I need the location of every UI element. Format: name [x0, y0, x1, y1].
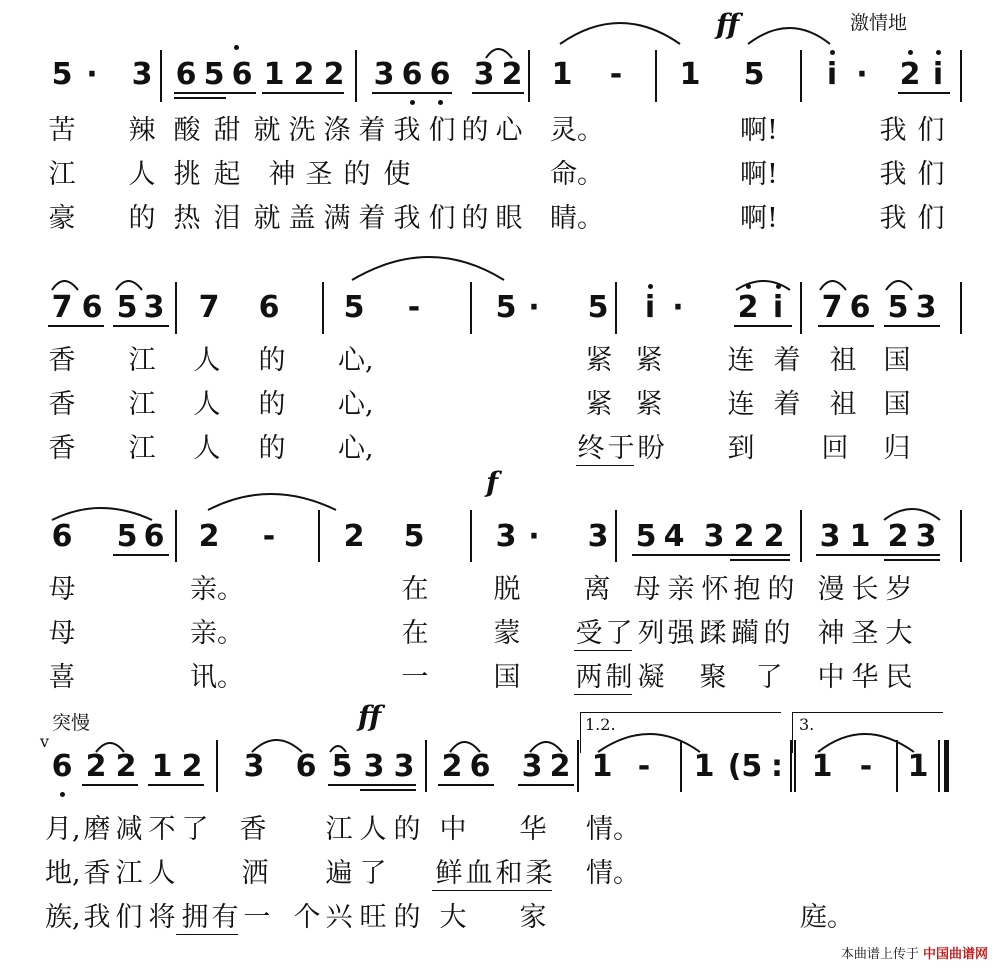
- lyric-char: 着: [773, 345, 801, 376]
- note: 6: [401, 57, 423, 92]
- lyric-char: 了: [181, 814, 209, 845]
- note: -: [262, 519, 276, 554]
- note: -: [637, 749, 651, 784]
- lyric-char: 挑: [173, 159, 201, 190]
- lyric-char: 们: [917, 203, 945, 234]
- note: 2: [343, 519, 365, 554]
- lyric-char: 的: [461, 203, 489, 234]
- note: 5: [495, 290, 517, 325]
- footer-text: 本曲谱上传于: [840, 947, 919, 962]
- lyric-char: 的: [763, 618, 791, 649]
- note: 2: [887, 519, 909, 554]
- lyric-char: 香: [48, 433, 76, 464]
- note: 3: [363, 749, 385, 784]
- note: i: [644, 290, 656, 325]
- note: 6: [849, 290, 871, 325]
- lyric-char: 祖: [829, 345, 857, 376]
- note: 2: [549, 749, 571, 784]
- lyric-char: 讯。: [190, 662, 244, 693]
- lyric-char: 不: [148, 814, 176, 845]
- lyric-char: 凝: [637, 662, 665, 693]
- note: 6: [81, 290, 103, 325]
- repeat-sign: :: [771, 749, 783, 784]
- lyric-char: 心: [495, 115, 523, 146]
- lyric-char: 列: [637, 618, 665, 649]
- lyric-char: 满: [323, 203, 351, 234]
- slur: [52, 508, 152, 520]
- lyric-char: 心,: [338, 433, 374, 464]
- lyric-char: 人: [359, 814, 387, 845]
- note: 6: [258, 290, 280, 325]
- lyric-char: 国: [883, 389, 911, 420]
- note: 3: [819, 519, 841, 554]
- note: 5: [635, 519, 657, 554]
- lyric-char: 泪: [213, 203, 241, 234]
- lyric-char: 紧: [585, 345, 613, 376]
- site-logo: 中国曲谱网: [922, 947, 988, 962]
- note: 2: [441, 749, 463, 784]
- lyric-char: 着: [773, 389, 801, 420]
- lyric-char: 了: [755, 662, 783, 693]
- lyric-char: 聚: [699, 662, 727, 693]
- note: 2: [323, 57, 345, 92]
- lyric-char: 人: [128, 159, 156, 190]
- slur: [886, 281, 912, 290]
- note: 6: [429, 57, 451, 92]
- note: 1: [849, 519, 871, 554]
- note: 5: [51, 57, 73, 92]
- lyric-char: 在: [401, 574, 429, 605]
- slur: [818, 734, 914, 752]
- note: 2: [737, 290, 759, 325]
- note: 2: [198, 519, 220, 554]
- note: 7: [198, 290, 220, 325]
- lyric-char: 起: [213, 159, 241, 190]
- note: 5: [116, 519, 138, 554]
- dynamic-f: f: [486, 466, 499, 499]
- lyric-char: 的: [393, 902, 421, 933]
- note: 1: [907, 749, 929, 784]
- note: 1: [679, 57, 701, 92]
- tempo-marking: 突慢: [52, 712, 91, 734]
- note: 5: [343, 290, 365, 325]
- lyric-char: 神: [817, 618, 845, 649]
- lyric-char: 的: [461, 115, 489, 146]
- lyric-char: 在: [401, 618, 429, 649]
- lyric-char: 江: [325, 814, 353, 845]
- lyric-char: 岁: [885, 574, 913, 605]
- slur: [884, 509, 940, 520]
- note: 3: [587, 519, 609, 554]
- lyric-char: 离: [583, 574, 611, 605]
- lyric-char: 祖: [829, 389, 857, 420]
- lyric-char: 盖: [288, 203, 316, 234]
- note: 5: [116, 290, 138, 325]
- note: 3: [915, 290, 937, 325]
- lyric-char: 心,: [338, 345, 374, 376]
- lyric-char: 大: [885, 618, 913, 649]
- note: 3: [131, 57, 153, 92]
- lyric-char: 的: [258, 345, 286, 376]
- slur: [208, 494, 336, 510]
- note: 1: [263, 57, 285, 92]
- lyric-char: 人: [193, 345, 221, 376]
- slur: [52, 281, 78, 290]
- tempo-marking: 激情地: [850, 12, 908, 34]
- lyric-char: 母: [48, 618, 76, 649]
- lyric-char: 长: [851, 574, 879, 605]
- lyric-char: 啊!: [740, 203, 778, 234]
- lyric-char: 母: [633, 574, 661, 605]
- lyric-char: 躏: [731, 618, 759, 649]
- lyric-char: 我: [879, 159, 907, 190]
- note: 2: [733, 519, 755, 554]
- note: i: [932, 57, 944, 92]
- slur: [116, 281, 142, 290]
- lyric-char: 抱: [733, 574, 761, 605]
- lyric-char: 着: [358, 115, 386, 146]
- note: ·: [856, 57, 868, 92]
- lyric-char: 鲜: [435, 858, 463, 889]
- lyric-char: 强: [667, 618, 695, 649]
- lyric-char: 和: [495, 858, 523, 889]
- lyric-char: 我: [879, 203, 907, 234]
- lyric-char: 人: [193, 389, 221, 420]
- lyric-char: 江: [115, 858, 143, 889]
- note: 7: [821, 290, 843, 325]
- note: 2: [899, 57, 921, 92]
- lyric-char: 紧: [635, 345, 663, 376]
- lyric-char: 使: [383, 159, 411, 190]
- lyric-char: 神: [268, 159, 296, 190]
- lyric-char: 酸: [173, 115, 201, 146]
- lyric-char: 家: [519, 902, 547, 933]
- lyric-char: 人: [193, 433, 221, 464]
- lyric-char: 的: [258, 389, 286, 420]
- note: 2: [763, 519, 785, 554]
- lyric-char: 的: [128, 203, 156, 234]
- lyric-char: 遍: [325, 858, 353, 889]
- dynamic-ff: ff: [358, 700, 382, 733]
- lyric-char: 情。: [586, 814, 640, 845]
- note: 3: [521, 749, 543, 784]
- lyric-char: 就: [253, 203, 281, 234]
- note: 3: [393, 749, 415, 784]
- slur: [352, 257, 504, 280]
- lyric-char: 人: [148, 858, 176, 889]
- lyric-char: 洗: [288, 115, 316, 146]
- slur: [820, 281, 846, 290]
- lyric-char: 甜: [213, 115, 241, 146]
- lyric-char: 江: [48, 159, 76, 190]
- lyric-char: 们: [917, 159, 945, 190]
- lyric-char: 盼: [637, 433, 665, 464]
- lyric-char: 我: [393, 115, 421, 146]
- note: 2: [181, 749, 203, 784]
- lyric-char: 的: [767, 574, 795, 605]
- lyric-char: 香: [48, 345, 76, 376]
- lyric-char: 豪: [48, 203, 76, 234]
- note: i: [772, 290, 784, 325]
- lyric-char: 圣: [851, 618, 879, 649]
- lyric-char: 香: [239, 814, 267, 845]
- lyric-char: 一: [243, 902, 271, 933]
- lyric-char: 的: [393, 814, 421, 845]
- lyric-char: 将: [148, 902, 176, 933]
- note: ·: [672, 290, 684, 325]
- slur: [450, 742, 480, 752]
- slur: [330, 746, 346, 752]
- lyric-char: 眼: [495, 203, 523, 234]
- slur: [252, 740, 302, 752]
- lyric-char: 连: [727, 345, 755, 376]
- lyric-char: 脱: [493, 574, 521, 605]
- lyric-char: 洒: [241, 858, 269, 889]
- lyric-char: 灵。: [550, 115, 604, 146]
- volta-label: 1.2.: [585, 715, 616, 734]
- slur: [598, 734, 700, 752]
- slur: [560, 23, 680, 44]
- note: 2: [501, 57, 523, 92]
- lyric-char: 亲。: [190, 618, 244, 649]
- note: 6: [51, 519, 73, 554]
- dynamic-ff: ff: [716, 8, 740, 41]
- lyric-char: 江: [128, 389, 156, 420]
- note: (5: [727, 749, 763, 784]
- lyric-char: 怀: [701, 574, 729, 605]
- lyric-char: 香: [48, 389, 76, 420]
- footer-watermark: [841, 943, 988, 962]
- lyric-char: 们: [428, 203, 456, 234]
- lyric-char: 减: [115, 814, 143, 845]
- note: i: [826, 57, 838, 92]
- note: 1: [151, 749, 173, 784]
- lyric-char: 华: [519, 814, 547, 845]
- lyric-char: 喜: [48, 662, 76, 693]
- note: -: [859, 749, 873, 784]
- lyric-char: 柔: [525, 858, 553, 889]
- accent-mark: v: [40, 732, 50, 751]
- slur: [486, 49, 512, 58]
- note: 5: [587, 290, 609, 325]
- lyric-char: 着: [358, 203, 386, 234]
- lyric-char: 国: [883, 345, 911, 376]
- note: 6: [295, 749, 317, 784]
- lyric-char: 民: [885, 662, 913, 693]
- note: 7: [51, 290, 73, 325]
- lyric-char: 们: [115, 902, 143, 933]
- note: 5: [887, 290, 909, 325]
- lyric-char: 归: [883, 433, 911, 464]
- note: 2: [85, 749, 107, 784]
- lyric-char: 连: [727, 389, 755, 420]
- lyric-char: 有: [211, 902, 239, 933]
- note: -: [407, 290, 421, 325]
- lyric-char: 命。: [550, 159, 604, 190]
- lyric-char: 紧: [585, 389, 613, 420]
- lyric-char: 了: [359, 858, 387, 889]
- lyric-char: 到: [727, 433, 755, 464]
- lyric-char: 了: [605, 618, 633, 649]
- slur: [530, 742, 562, 752]
- note: 6: [143, 519, 165, 554]
- lyric-char: 大: [439, 902, 467, 933]
- lyric-char: 啊!: [740, 159, 778, 190]
- slur: [748, 28, 830, 44]
- lyric-char: 睛。: [550, 203, 604, 234]
- lyric-char: 啊!: [740, 115, 778, 146]
- lyric-char: 的: [343, 159, 371, 190]
- volta-label: 3.: [799, 715, 815, 734]
- lyric-char: 们: [428, 115, 456, 146]
- note: 2: [293, 57, 315, 92]
- note: 5: [403, 519, 425, 554]
- lyric-char: 涤: [323, 115, 351, 146]
- lyric-char: 月,: [45, 814, 81, 845]
- lyric-char: 庭。: [800, 902, 854, 933]
- lyric-char: 制: [605, 662, 633, 693]
- note: -: [609, 57, 623, 92]
- slur: [96, 743, 124, 752]
- lyric-char: 一: [401, 662, 429, 693]
- lyric-char: 华: [851, 662, 879, 693]
- lyric-char: 中: [439, 814, 467, 845]
- lyric-char: 两: [575, 662, 603, 693]
- lyric-char: 亲: [667, 574, 695, 605]
- lyric-char: 的: [258, 433, 286, 464]
- note: 1: [811, 749, 833, 784]
- note: ·: [528, 519, 540, 554]
- note: 6: [175, 57, 197, 92]
- lyric-char: 江: [128, 433, 156, 464]
- lyric-char: 辣: [128, 115, 156, 146]
- lyric-char: 亲。: [190, 574, 244, 605]
- note: 6: [231, 57, 253, 92]
- note: 3: [243, 749, 265, 784]
- lyric-char: 拥: [181, 902, 209, 933]
- note: 1: [591, 749, 613, 784]
- note: 6: [51, 749, 73, 784]
- lyric-char: 我: [879, 115, 907, 146]
- note: 1: [693, 749, 715, 784]
- note: 5: [203, 57, 225, 92]
- lyric-char: 江: [128, 345, 156, 376]
- lyric-char: 苦: [48, 115, 76, 146]
- lyric-char: 血: [465, 858, 493, 889]
- note: 2: [115, 749, 137, 784]
- note: 3: [915, 519, 937, 554]
- note: 5: [331, 749, 353, 784]
- lyric-char: 热: [173, 203, 201, 234]
- lyric-char: 蹂: [699, 618, 727, 649]
- lyric-char: 于: [607, 433, 635, 464]
- lyric-char: 族,: [45, 902, 81, 933]
- note: ·: [86, 57, 98, 92]
- lyric-char: 就: [253, 115, 281, 146]
- note: 1: [551, 57, 573, 92]
- lyric-char: 个: [293, 902, 321, 933]
- lyric-char: 兴: [325, 902, 353, 933]
- lyric-char: 地,: [45, 858, 81, 889]
- lyric-char: 母: [48, 574, 76, 605]
- note: 3: [495, 519, 517, 554]
- note: 3: [143, 290, 165, 325]
- lyric-char: 圣: [305, 159, 333, 190]
- lyric-char: 我: [393, 203, 421, 234]
- lyric-char: 我: [83, 902, 111, 933]
- lyric-char: 中: [817, 662, 845, 693]
- lyric-char: 旺: [359, 902, 387, 933]
- lyric-char: 心,: [338, 389, 374, 420]
- lyric-char: 受: [575, 618, 603, 649]
- note: 4: [663, 519, 685, 554]
- lyric-char: 回: [821, 433, 849, 464]
- lyric-char: 磨: [83, 814, 111, 845]
- note: 6: [469, 749, 491, 784]
- lyric-char: 国: [493, 662, 521, 693]
- note: 3: [373, 57, 395, 92]
- lyric-char: 漫: [817, 574, 845, 605]
- lyric-char: 终: [577, 433, 605, 464]
- lyric-char: 香: [83, 858, 111, 889]
- note: 3: [703, 519, 725, 554]
- note: 3: [473, 57, 495, 92]
- slur: [736, 281, 790, 290]
- lyric-char: 紧: [635, 389, 663, 420]
- lyric-char: 蒙: [493, 618, 521, 649]
- note: ·: [528, 290, 540, 325]
- note: 5: [743, 57, 765, 92]
- lyric-char: 情。: [586, 858, 640, 889]
- lyric-char: 们: [917, 115, 945, 146]
